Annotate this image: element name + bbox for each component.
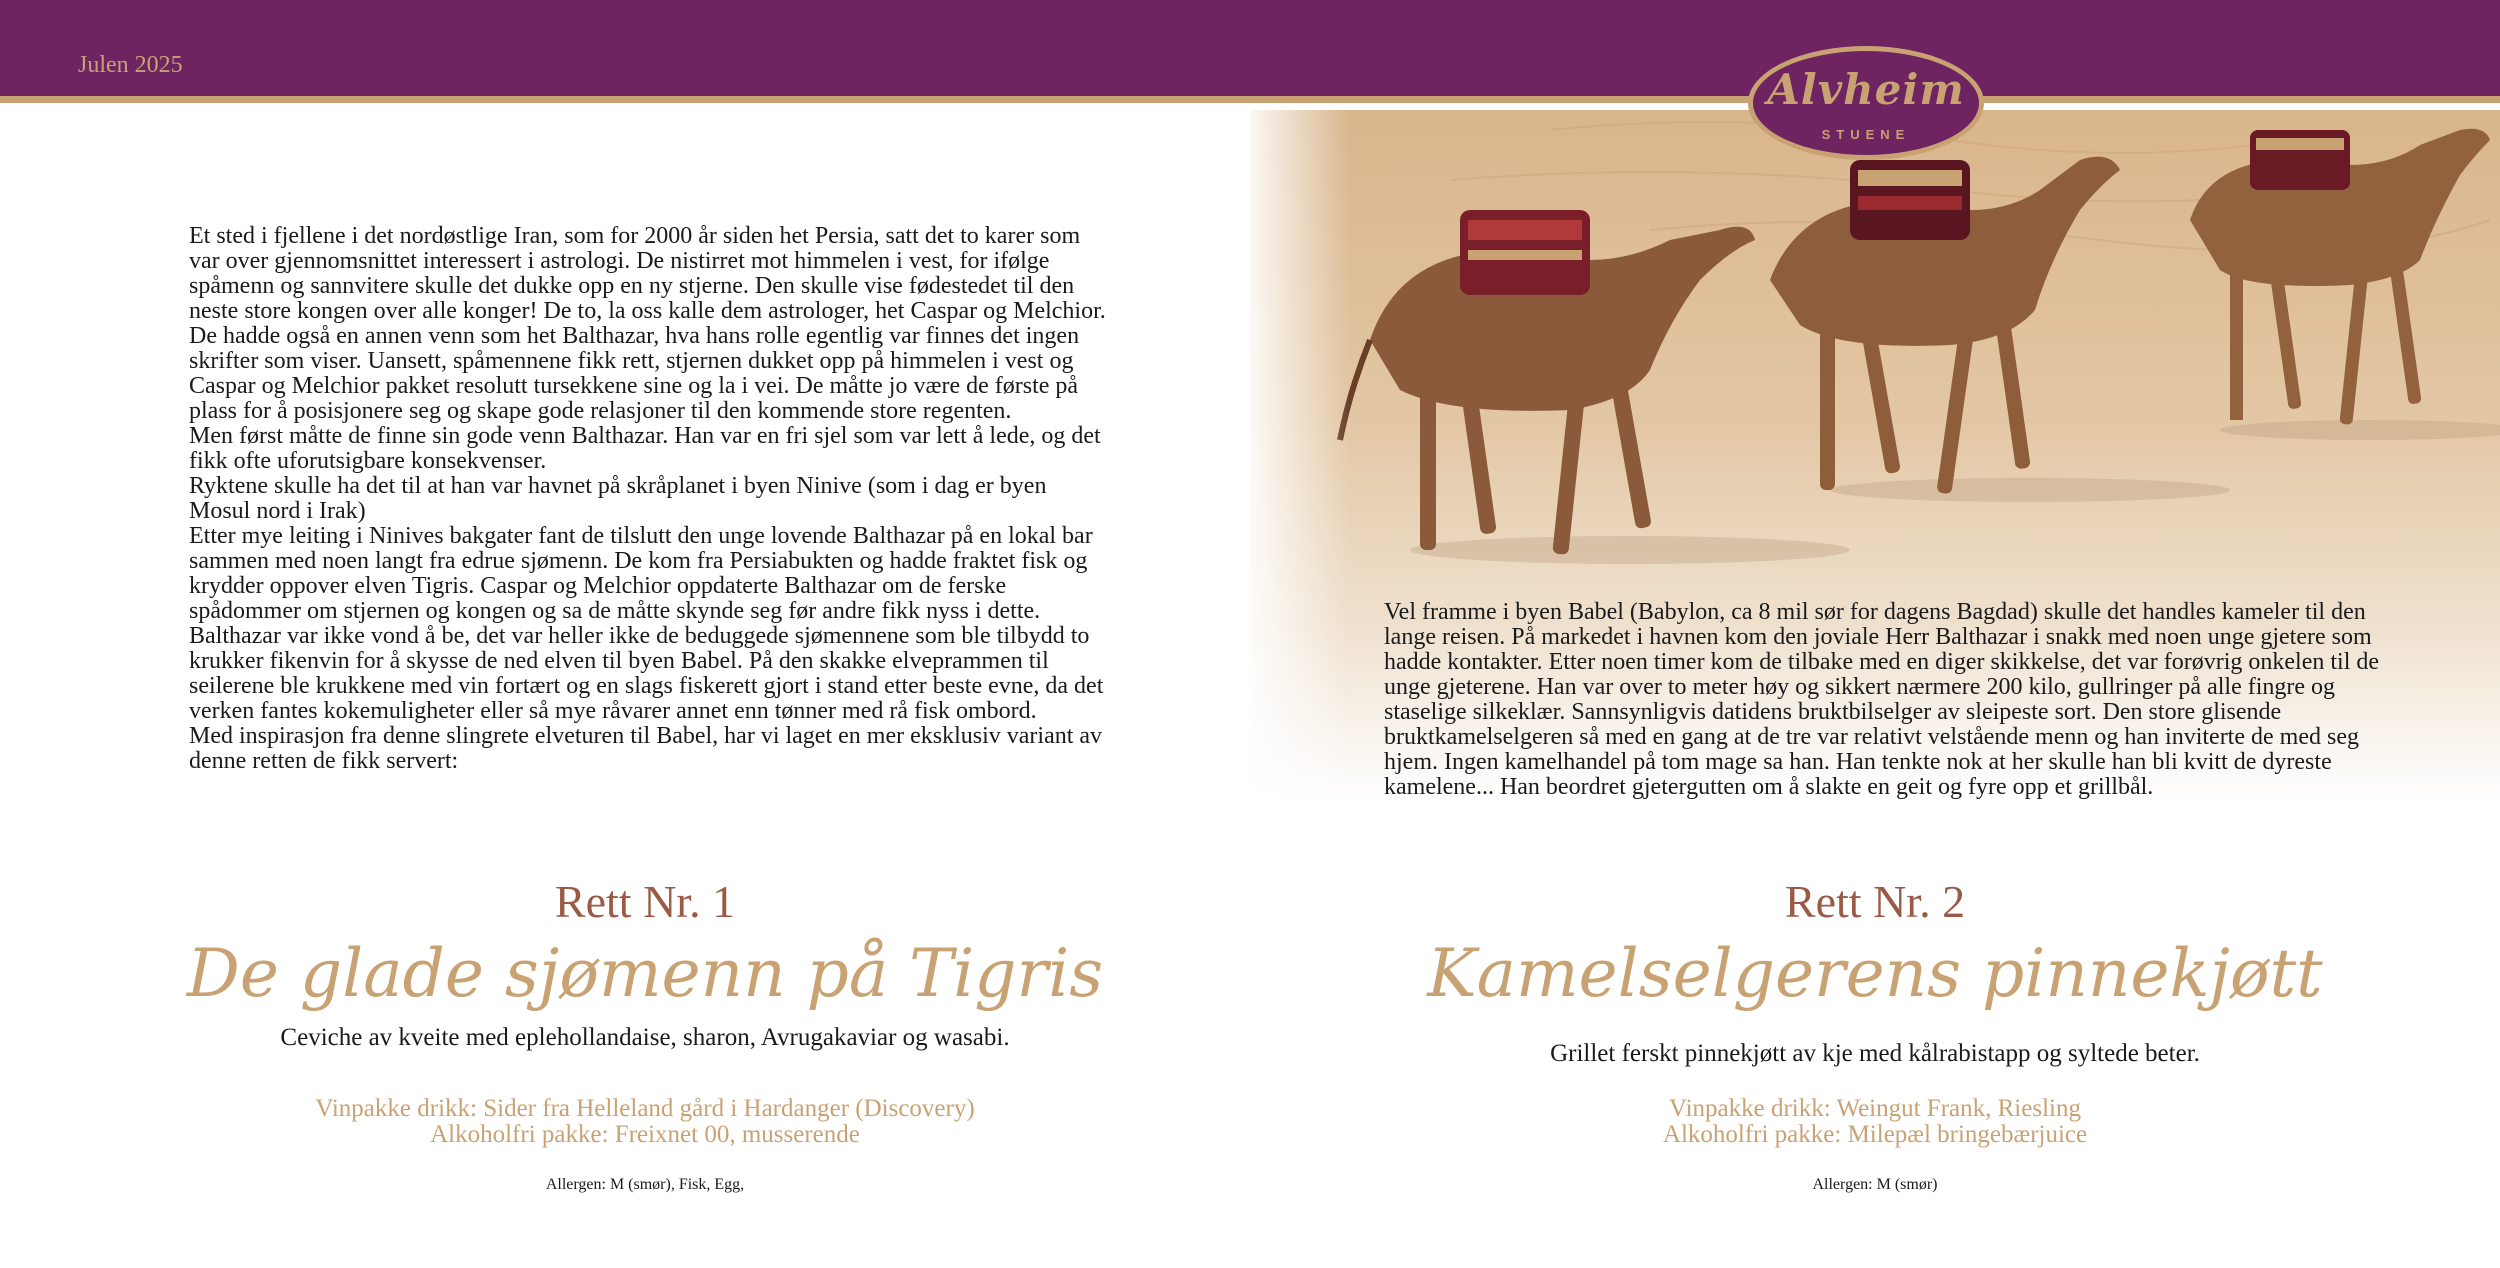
alvheim-logo — [1748, 46, 1984, 160]
story-paragraph: Et sted i fjellene i det nordøstlige Iran, som for 2000 år siden het Persia, satt det to karer som var over gjennomsnittet interessert i astrologi. De nistirret mot himmelen i vest, for ifølge spåmenn og sannvitere skulle det dukke opp en ny stjerne. Den skulle vise fødestedet til den neste store kongen over alle konger! De to, la oss kalle dem astrologer, het Caspar og Melchior. De hadde også en annen venn som het Balthazar, hva hans rolle egentlig var finnes det ingen skrifter som viser. Uansett, spåmennene fikk rett, stjernen dukket opp på himmelen i vest og Caspar og Melchior pakket resolutt tursekkene sine og la i vei. De måtte jo være de første på plass for å posisjonere seg og skape gode relasjoner til den kommende store regenten. — [189, 223, 1106, 424]
course-1-description: Ceviche av kveite med eplehollandaise, sharon, Avrugakaviar og wasabi. — [280, 1024, 1010, 1051]
story-paragraph: Etter mye leiting i Ninives bakgater fant de tilslutt den unge lovende Balthazar på en lokal bar sammen med noen langt fra edrue sjømenn. De kom fra Persiabukten og hadde fraktet fisk og krydder oppover elven Tigris. Caspar og Melchior oppdaterte Balthazar om de ferske spådommer om stjernen og kongen og sa de måtte skynde seg før andre fikk nyss i dette. Balthazar var ikke vond å be, det var heller ikke de beduggede sjømennene som ble tilbydd to krukker fikenvin for å skysse de ned elven til byen Babel. På den skakke elveprammen til seilerene ble krukkene med vin fortært og en slags fiskerett gjort i stand etter beste evne, da det verken fantes kokemuligheter eller så mye råvarer annet enn tønner med rå fisk ombord. — [189, 523, 1104, 724]
left-story — [189, 224, 1109, 774]
course-2-alcohol-free: Alkoholfri pakke: Milepæl bringebærjuice — [1662, 1121, 2088, 1148]
logo-name: Alvheim — [1767, 65, 1965, 114]
course-1-wine-pairing: Vinpakke drikk: Sider fra Helleland gård i Hardanger (Discovery) — [315, 1095, 975, 1122]
course-1-title: Rett Nr. 1 — [554, 876, 736, 927]
course-2-wine-pairing: Vinpakke drikk: Weingut Frank, Riesling — [1669, 1095, 2081, 1122]
story-paragraph: Vel framme i byen Babel (Babylon, ca 8 mil sør for dagens Bagdad) skulle det handles kameler til den lange reisen. På markedet i havnen kom den joviale Herr Balthazar i snakk med noen unge gjetere som hadde kontakter. Etter noen timer kom de tilbake med en diger skikkelse, det var forøvrig onkelen til de unge gjeterene. Han var over to meter høy og sikkert nærmere 200 kilo, gullringer på alle fingre og staselige silkeklær. Sannsynligvis datidens bruktbilselger av sleipeste sort. Den store glisende bruktkamelselgeren så med en gang at de tre var relativt velstående menn og han inviterte de med seg hjem. Ingen kamelhandel på tom mage sa han. Han tenkte nok at her skulle han bli kvitt de dyreste kamelene... Han beordret gjetergutten om å slakte en geit og fyre opp et grillbål. — [1384, 599, 2380, 800]
story-paragraph: Ryktene skulle ha det til at han var havnet på skråplanet i byen Ninive (som i dag er byen Mosul nord i Irak) — [189, 473, 1047, 524]
logo-subtitle: STUENE — [1821, 127, 1911, 142]
course-2-allergens: Allergen: M (smør) — [1812, 1176, 1938, 1193]
header-divider — [0, 96, 2500, 103]
course-1-allergens: Allergen: M (smør), Fisk, Egg, — [545, 1176, 745, 1193]
course-1-dish-name: De glade sjømenn på Tigris — [186, 935, 1104, 1012]
course-2-dish-name: Kamelselgerens pinnekjøtt — [1427, 935, 2323, 1012]
course-2-title: Rett Nr. 2 — [1784, 876, 1966, 927]
course-2-description: Grillet ferskt pinnekjøtt av kje med kålrabistapp og syltede beter. — [1550, 1040, 2200, 1067]
story-paragraph: Med inspirasjon fra denne slingrete elveturen til Babel, har vi laget en mer eksklusiv variant av denne retten de fikk servert: — [189, 723, 1103, 774]
right-story — [1384, 600, 2384, 800]
story-paragraph: Men først måtte de finne sin gode venn Balthazar. Han var en fri sjel som var lett å lede, og det fikk ofte uforutsigbare konsekvenser. — [189, 423, 1101, 474]
course-1-alcohol-free: Alkoholfri pakke: Freixnet 00, musserende — [430, 1121, 860, 1148]
header-date: Julen 2025 — [78, 52, 183, 78]
header-band — [0, 0, 2500, 96]
